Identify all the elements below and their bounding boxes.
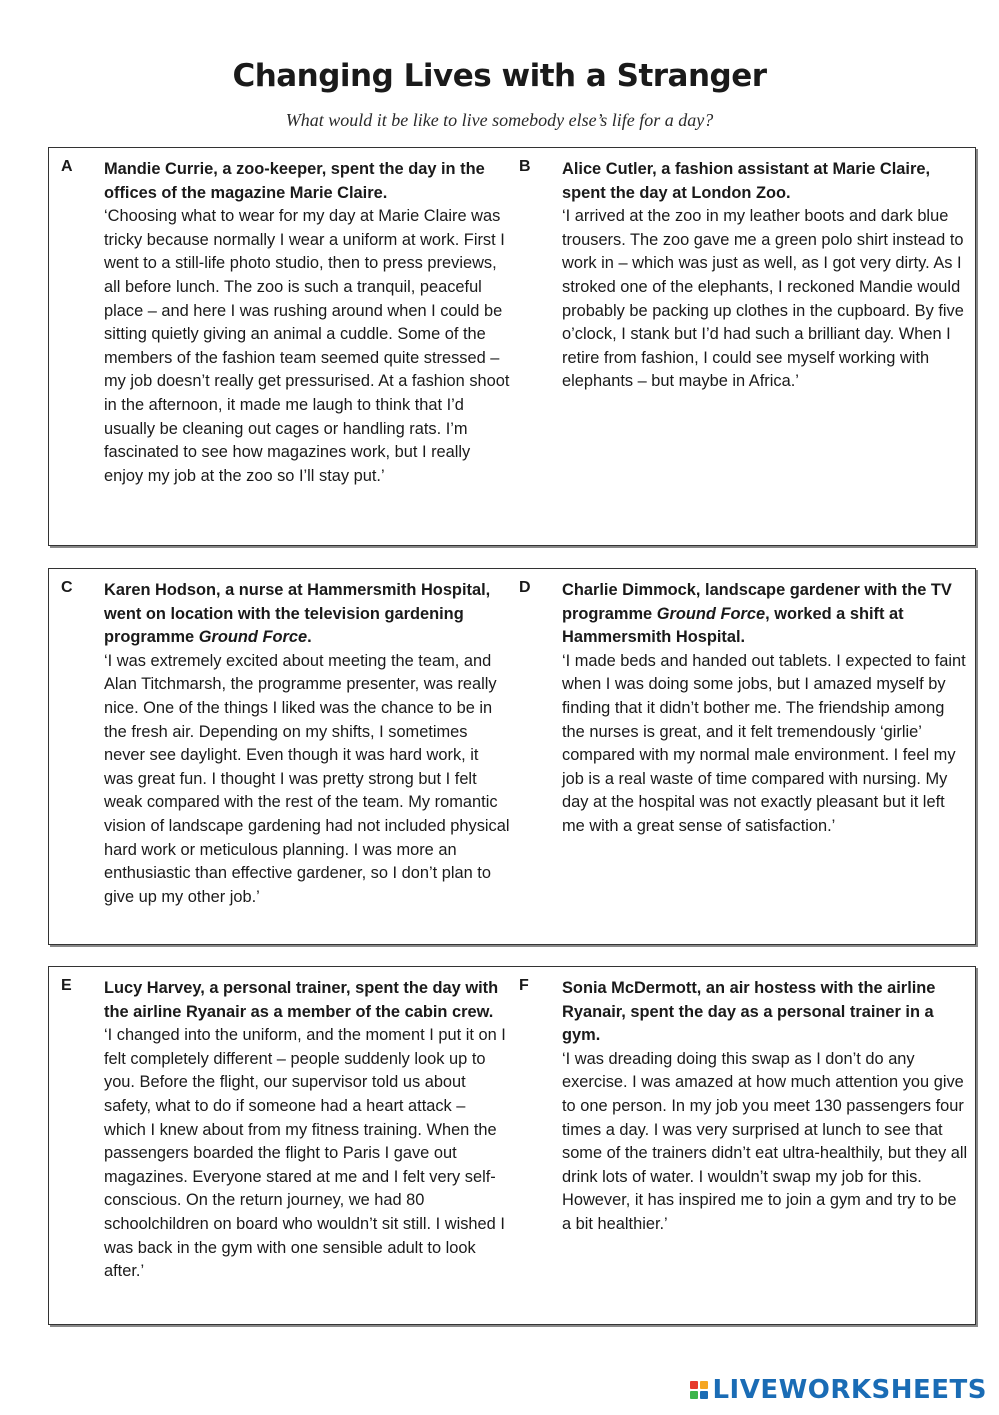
entry-text: ‘I changed into the uniform, and the moment I put it on I felt completely different – people suddenly look up to you. Before the flight, our supervisor told us about safety, what to do if someone had a heart attack – which I knew about from my fitness training. When the passengers boarded the flight to Paris I gave out magazines. Everyone stared at me and I felt very self-conscious. On the return journey, we had 80 schoolchildren on board who wouldn’t sit still. I wished I was back in the gym with one sensible adult to look after.’ [104,1026,506,1281]
logo-square-blue [700,1391,708,1399]
entry-heading: Lucy Harvey, a personal trainer, spent the day with the airline Ryanair as a member of the cabin crew. [104,979,499,1021]
entry-heading: Sonia McDermott, an air hostess with the airline Ryanair, spent the day as a personal trainer in a gym. [562,979,936,1045]
entry-d [519,579,969,839]
logo-square-green [690,1391,698,1399]
programme-title: Ground Force [198,628,308,647]
liveworksheets-logo[interactable] [690,1375,987,1405]
entry-text: ‘I arrived at the zoo in my leather boots and dark blue trousers. The zoo gave me a green polo shirt instead to work in – which was just as well, as I got very dirty. As I stroked one of the elephants, I reckoned Mandie would probably be packing up clothes in the cupboard. By five o’clock, I stank but I’d had such a brilliant day. When I retire from fashion, I could see myself working with elephants – but maybe in Africa.’ [562,207,964,391]
logo-text: LIVEWORKSHEETS [712,1375,987,1405]
entry-letter: C [61,579,73,596]
heading-part: Charlie Dimmock, landscape gardener with the TV programme [562,581,952,623]
entry-text: ‘I was dreading doing this swap as I don’t do any exercise. I was amazed at how much attention you give to one person. In my job you meet 130 passengers four times a day. I was very surprised at lunch to see that some of the trainers didn’t eat ultra-healthily, but they all drink lots of water. I wouldn’t swap my job for this. However, it has inspired me to join a gym and try to be a bit healthier.’ [562,1049,968,1233]
logo-square-orange [700,1381,708,1389]
entry-a [61,158,511,488]
heading-part: , worked a shift at Hammersmith Hospital. [562,604,904,647]
entry-letter: A [61,158,73,175]
entry-heading: Alice Cutler, a fashion assistant at Marie Claire, spent the day at London Zoo. [562,160,931,202]
entry-text: ‘I was extremely excited about meeting the team, and Alan Titchmarsh, the programme presenter, was really nice. One of the things I liked was the chance to be in the fresh air. Depending on my shifts, I sometimes never see daylight. Even though it was hard work, it was great fun. I thought I was pretty strong but I felt weak compared with the rest of the team. My romantic vision of landscape gardening had not included physical hard work or meticulous planning. I was more an enthusiastic than effective gardener, so I don’t plan to give up my other job.’ [104,651,510,906]
entry-text: ‘Choosing what to wear for my day at Marie Claire was tricky because normally I wear a uniform at work. First I went to a still-life photo studio, then to press previews, all before lunch. The zoo is such a tranquil, peaceful place – and here I was rushing around when I could be sitting quietly giving an animal a cuddle. Some of the members of the fashion team seemed quite stressed – my job doesn’t really get pressurised. At a fashion shoot in the afternoon, it made me laugh to think that I’d usually be cleaning out cages or handling rats. I’m fascinated to see how magazines work, but I really enjoy my job at the zoo so I’ll stay put.’ [104,207,510,485]
entry-b [519,158,969,394]
entry-letter: D [519,579,531,596]
entry-letter: F [519,977,529,994]
entry-letter: B [519,158,531,175]
heading-part: . [307,628,312,647]
story-box-ab [48,147,976,546]
story-box-cd [48,568,976,945]
programme-title: Ground Force [656,604,766,623]
page-title: Changing Lives with a Stranger [232,58,767,94]
logo-square-red [690,1381,698,1389]
logo-icon [690,1381,708,1399]
entry-e [61,977,511,1284]
entry-text: ‘I made beds and handed out tablets. I expected to faint when I was doing some jobs, but I amazed myself by finding that it didn’t bother me. The friendship among the nurses is great, and it felt tremendously ‘girlie’ compared with my normal male environment. I feel my job is a real waste of time compared with nursing. My day at the hospital was not exactly pleasant but it left me with a great sense of satisfaction.’ [562,651,966,835]
entry-heading [562,579,969,650]
heading-part: Karen Hodson, a nurse at Hammersmith Hospital, went on location with the television gardening programme [104,581,491,647]
entry-heading: Mandie Currie, a zoo-keeper, spent the day in the offices of the magazine Marie Claire. [104,160,485,202]
entry-heading [104,579,511,650]
story-box-ef [48,966,976,1325]
entry-letter: E [61,977,72,994]
entry-f [519,977,969,1237]
page-subtitle: What would it be like to live somebody else’s life for a day? [285,110,714,130]
entry-c [61,579,511,909]
